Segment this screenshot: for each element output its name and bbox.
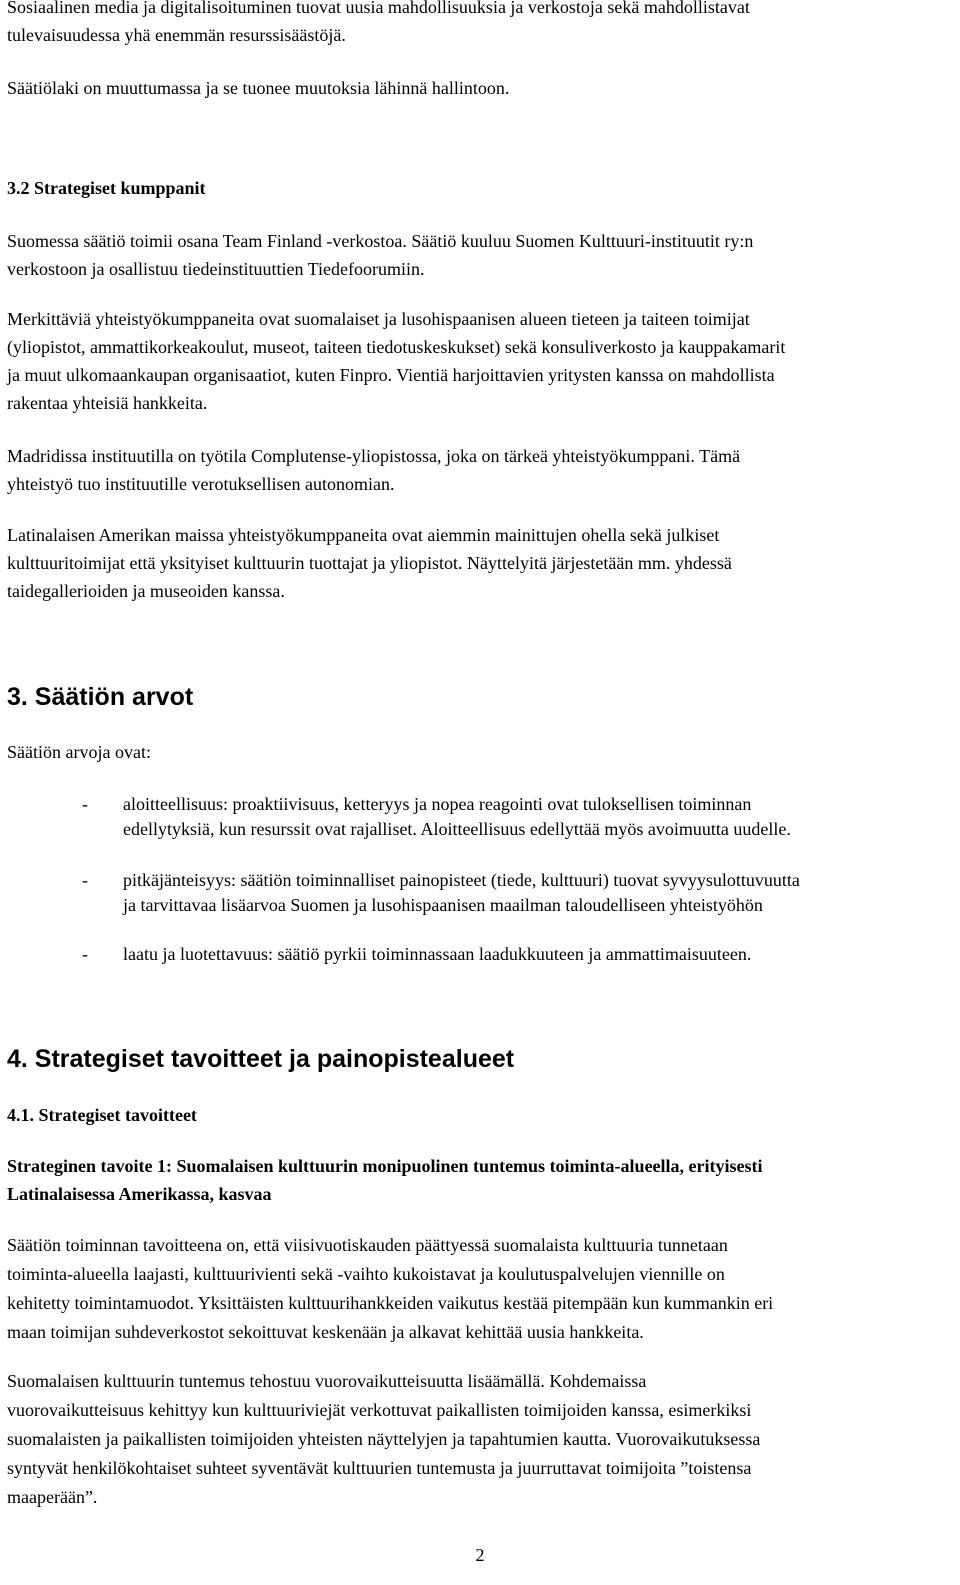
bullet-dash: - [82, 794, 88, 814]
intro-paragraph-2: Säätiölaki on muuttumassa ja se tuonee muutoksia lähinnä hallintoon. [7, 78, 510, 98]
page-number: 2 [475, 1545, 485, 1565]
strategic-goal-1: Strateginen tavoite 1: Suomalaisen kulttuurin monipuolinen tuntemus toiminta-alueella, erityisesti Latinalaisessa Amerikassa, kasvaa [7, 1156, 763, 1204]
values-intro: Säätiön arvoja ovat: [7, 742, 151, 762]
list-item-text: aloitteellisuus: proaktiivisuus, ketteryys ja nopea reagointi ovat tuloksellisen toiminnan edellytyksiä, kun resurssit ovat rajalliset. Aloitteellisuus edellyttää myös avoimuutta uudelle. [123, 794, 791, 839]
intro-paragraph-1: Sosiaalinen media ja digitalisoituminen tuovat uusia mahdollisuuksia ja verkostoja sekä mahdollistavat tulevaisuudessa yhä enemmän resurssisäästöjä. [7, 0, 750, 45]
section-4-1-heading: 4.1. Strategiset tavoitteet [7, 1105, 197, 1125]
s32-paragraph-2: Merkittäviä yhteistyökumppaneita ovat suomalaiset ja lusohispaanisen alueen tieteen ja taiteen toimijat (yliopistot, ammattikorkeakoulut, museot, taiteen tiedotuskeskukset) sekä konsuliverkosto ja kauppakamarit ja muut ulkomaankaupan organisaatiot, kuten Finpro. Vientiä harjoittavien yritysten kanssa on mahdollista rakentaa yhteisiä hankkeita. [7, 309, 786, 413]
s32-paragraph-3: Madridissa instituutilla on työtila Complutense-yliopistossa, joka on tärkeä yhteistyökumppani. Tämä yhteistyö tuo instituutille verotuksellisen autonomian. [7, 446, 741, 494]
section-3-2-heading: 3.2 Strategiset kumppanit [7, 178, 206, 198]
s32-paragraph-1: Suomessa säätiö toimii osana Team Finland -verkostoa. Säätiö kuuluu Suomen Kulttuuri-instituutit ry:n verkostoon ja osallistuu tiedeinstituuttien Tiedefoorumiin. [7, 231, 754, 279]
s4-paragraph-2: Suomalaisen kulttuurin tuntemus tehostuu vuorovaikutteisuutta lisäämällä. Kohdemaissa vuorovaikutteisuus kehittyy kun kulttuuriviejät verkottuvat paikallisten toimijoiden kanssa, esimerkiksi suomalaisten ja paikallisten toimijoiden yhteisten näyttelyjen ja tapahtumien kautta. Vuorovaikutuksessa syntyvät henkilökohtaiset suhteet syventävät kulttuurien tuntemusta ja juurruttavat toimijoita ”toistensa maaperään”. [7, 1371, 761, 1507]
s32-paragraph-4: Latinalaisen Amerikan maissa yhteistyökumppaneita ovat aiemmin mainittujen ohella sekä julkiset kulttuuritoimijat että yksityiset kulttuurin tuottajat ja yliopistot. Näyttelyitä järjestetään mm. yhdessä taidegallerioiden ja museoiden kanssa. [7, 525, 732, 601]
list-item-text: pitkäjänteisyys: säätiön toiminnalliset painopisteet (tiede, kulttuuri) tuovat syvyysulottuvuutta ja tarvittavaa lisäarvoa Suomen ja lusohispaanisen maailman taloudelliseen yhteistyöhön [123, 870, 800, 915]
section-3-heading: 3. Säätiön arvot [7, 683, 194, 711]
bullet-dash: - [82, 870, 88, 890]
s4-paragraph-1: Säätiön toiminnan tavoitteena on, että viisivuotiskauden päättyessä suomalaista kulttuuria tunnetaan toiminta-alueella laajasti, kulttuurivienti sekä -vaihto kukoistavat ja koulutuspalvelujen viennille on kehitetty toimintamuodot. Yksittäisten kulttuurihankkeiden vaikutus kestää pitempään kun kummankin eri maan toimijan suhdeverkostot sekoittuvat keskenään ja alkavat kehittää uusia hankkeita. [7, 1235, 774, 1342]
list-item-text: laatu ja luotettavuus: säätiö pyrkii toiminnassaan laadukkuuteen ja ammattimaisuuteen. [123, 944, 752, 964]
bullet-dash: - [82, 944, 88, 964]
section-4-heading: 4. Strategiset tavoitteet ja painopistealueet [7, 1045, 515, 1073]
